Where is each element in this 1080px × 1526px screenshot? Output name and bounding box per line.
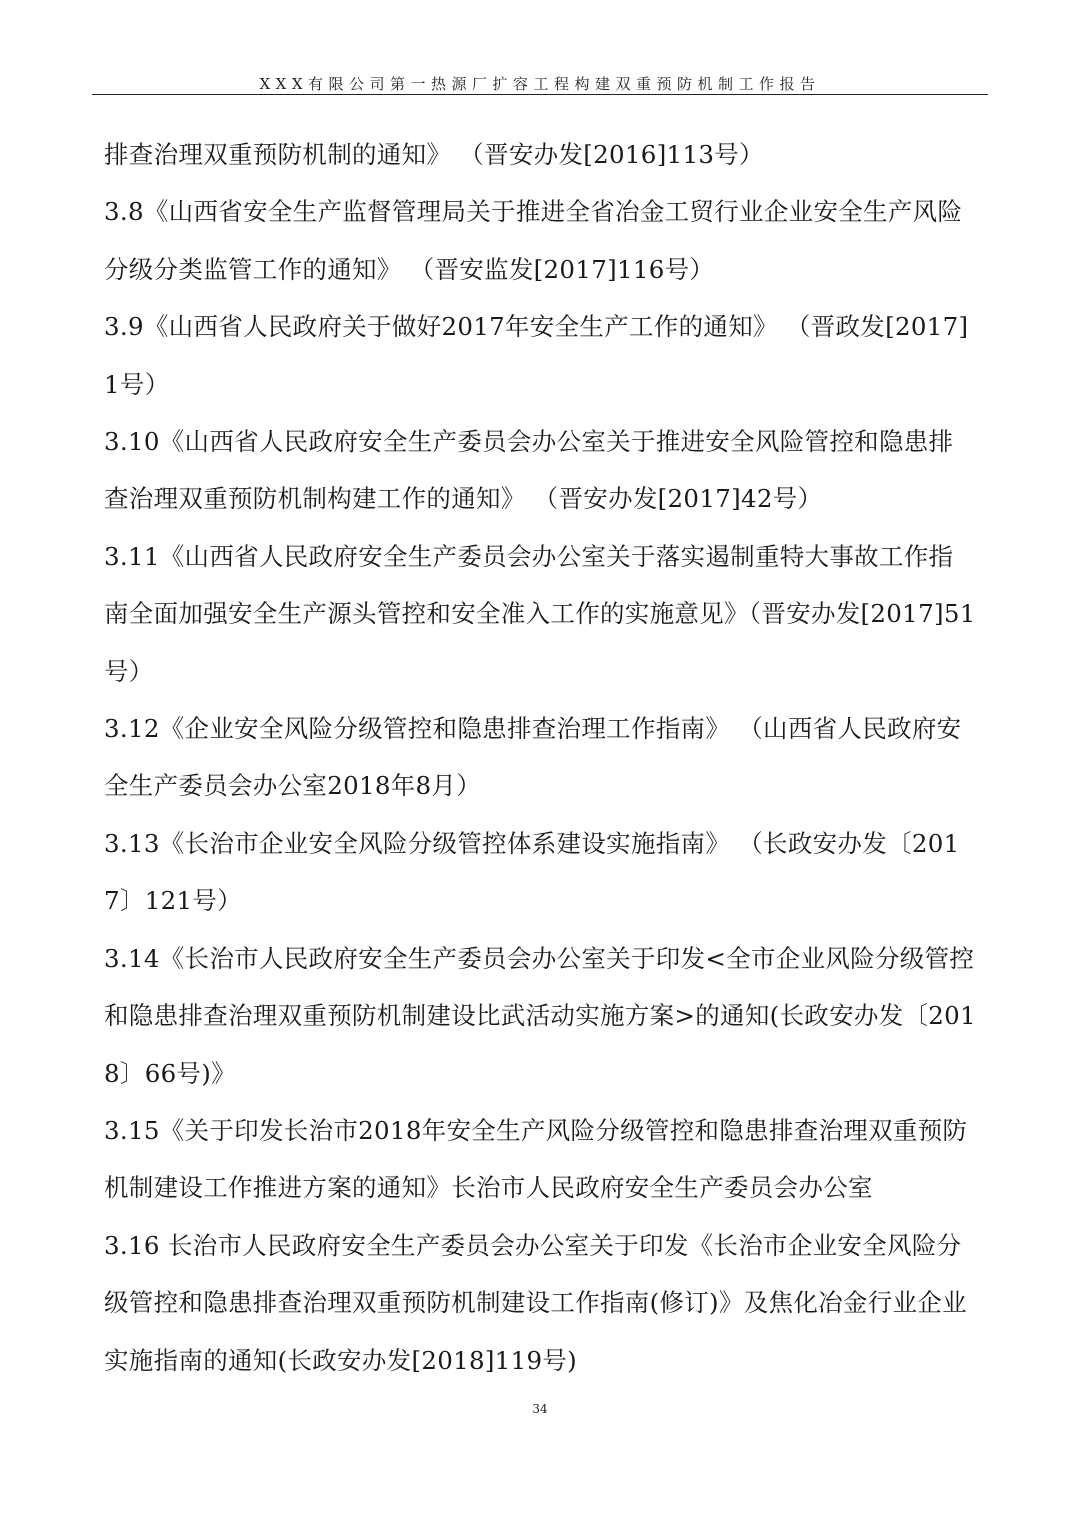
paragraph-3-10: 3.10《山西省人民政府安全生产委员会办公室关于推进安全风险管控和隐患排查治理双重预防机制构建工作的通知》 （晋安办发[2017]42号） <box>104 427 954 514</box>
paragraph-3-9: 3.9《山西省人民政府关于做好2017年安全生产工作的通知》 （晋政发[2017]1号） <box>104 312 969 399</box>
paragraph-3-14: 3.14《长治市人民政府安全生产委员会办公室关于印发<全市企业风险分级管控和隐患排查治理双重预防机制建设比武活动实施方案>的通知(长政安办发〔2018〕66号)》 <box>104 943 976 1088</box>
header-title: XXX有限公司第一热源厂扩容工程构建双重预防机制工作报告 <box>259 75 821 93</box>
document-body <box>104 126 976 1389</box>
page-footer <box>0 1402 1080 1416</box>
paragraph-3-15: 3.15《关于印发长治市2018年安全生产风险分级管控和隐患排查治理双重预防机制建设工作推进方案的通知》长治市人民政府安全生产委员会办公室 <box>104 1115 968 1203</box>
paragraph-3-13: 3.13《长治市企业安全风险分级管控体系建设实施指南》 （长政安办发〔2017〕121号） <box>104 828 960 916</box>
paragraph-3-7-continued: 排查治理双重预防机制的通知》 （晋安办发[2016]113号） <box>104 140 764 169</box>
paragraph-3-12: 3.12《企业安全风险分级管控和隐患排查治理工作指南》 （山西省人民政府安全生产委员会办公室2018年8月） <box>104 714 962 801</box>
paragraph-3-11: 3.11《山西省人民政府安全生产委员会办公室关于落实遏制重特大事故工作指南全面加强安全生产源头管控和安全准入工作的实施意见》（晋安办发[2017]51号） <box>104 541 976 686</box>
paragraph-3-8: 3.8《山西省安全生产监督管理局关于推进全省冶金工贸行业企业安全生产风险分级分类监管工作的通知》 （晋安监发[2017]116号） <box>104 197 963 284</box>
page-number: 34 <box>532 1402 548 1416</box>
page-header <box>92 74 988 95</box>
paragraph-3-16: 3.16 长治市人民政府安全生产委员会办公室关于印发《长治市企业安全风险分级管控和隐患排查治理双重预防机制建设工作指南(修订)》及焦化冶金行业企业实施指南的通知(长政安办发[2018]119号) <box>104 1230 967 1375</box>
